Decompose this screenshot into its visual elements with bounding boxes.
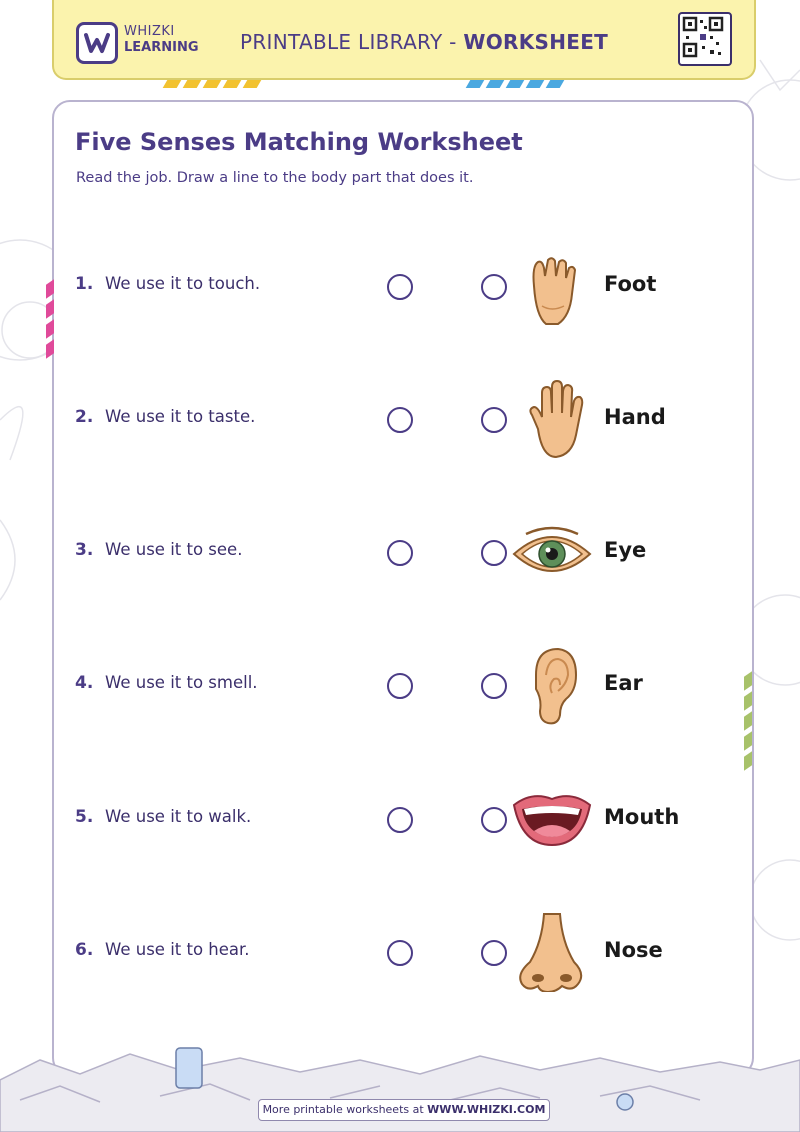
footer-link-banner[interactable] bbox=[258, 1099, 550, 1121]
footer-link[interactable]: WWW.WHIZKI.COM bbox=[427, 1103, 546, 1116]
whizki-w-logo-icon bbox=[84, 32, 110, 54]
hand-icon bbox=[512, 379, 592, 459]
row-number: 5. bbox=[75, 807, 94, 827]
part-connector-circle[interactable] bbox=[481, 540, 507, 566]
match-row bbox=[0, 645, 800, 725]
match-row bbox=[0, 379, 800, 459]
part-connector-circle[interactable] bbox=[481, 940, 507, 966]
part-connector-circle[interactable] bbox=[481, 807, 507, 833]
row-number: 3. bbox=[75, 540, 94, 560]
row-number: 2. bbox=[75, 407, 94, 427]
stripe-decoration-blue bbox=[468, 80, 562, 90]
task-connector-circle[interactable] bbox=[387, 940, 413, 966]
row-number: 1. bbox=[75, 274, 94, 294]
part-label: Foot bbox=[604, 272, 657, 296]
task-text: We use it to taste. bbox=[105, 407, 256, 426]
foot-icon bbox=[512, 246, 592, 326]
stripe-decoration-yellow bbox=[165, 80, 259, 90]
brand-line-2: LEARNING bbox=[124, 40, 199, 55]
row-number: 6. bbox=[75, 940, 94, 960]
match-row bbox=[0, 246, 800, 326]
header-title-prefix: PRINTABLE LIBRARY - bbox=[240, 30, 464, 54]
part-label: Ear bbox=[604, 671, 643, 695]
header-banner bbox=[52, 0, 756, 80]
header-title bbox=[240, 30, 608, 54]
task-text: We use it to walk. bbox=[105, 807, 252, 826]
qr-code-icon bbox=[678, 12, 732, 66]
worksheet-title: Five Senses Matching Worksheet bbox=[75, 128, 523, 156]
task-text: We use it to smell. bbox=[105, 673, 258, 692]
part-connector-circle[interactable] bbox=[481, 274, 507, 300]
part-label: Eye bbox=[604, 538, 647, 562]
task-text: We use it to hear. bbox=[105, 940, 250, 959]
part-label: Hand bbox=[604, 405, 666, 429]
part-label: Nose bbox=[604, 938, 663, 962]
brand-line-1: WHIZKI bbox=[124, 24, 175, 39]
task-text: We use it to touch. bbox=[105, 274, 261, 293]
worksheet-instructions: Read the job. Draw a line to the body part that does it. bbox=[76, 170, 474, 186]
task-text: We use it to see. bbox=[105, 540, 243, 559]
nose-icon bbox=[512, 912, 592, 992]
footer-prefix: More printable worksheets at bbox=[262, 1103, 428, 1116]
task-connector-circle[interactable] bbox=[387, 274, 413, 300]
part-connector-circle[interactable] bbox=[481, 407, 507, 433]
ear-icon bbox=[512, 645, 592, 725]
task-connector-circle[interactable] bbox=[387, 540, 413, 566]
match-row bbox=[0, 512, 800, 592]
task-connector-circle[interactable] bbox=[387, 807, 413, 833]
match-row bbox=[0, 779, 800, 859]
task-connector-circle[interactable] bbox=[387, 407, 413, 433]
part-label: Mouth bbox=[604, 805, 680, 829]
whizki-logo[interactable] bbox=[76, 22, 118, 64]
match-row bbox=[0, 912, 800, 992]
part-connector-circle[interactable] bbox=[481, 673, 507, 699]
row-number: 4. bbox=[75, 673, 94, 693]
eye-icon bbox=[512, 512, 592, 592]
task-connector-circle[interactable] bbox=[387, 673, 413, 699]
brand-name bbox=[124, 24, 199, 56]
header-title-strong: WORKSHEET bbox=[463, 30, 609, 54]
mouth-icon bbox=[512, 779, 592, 859]
